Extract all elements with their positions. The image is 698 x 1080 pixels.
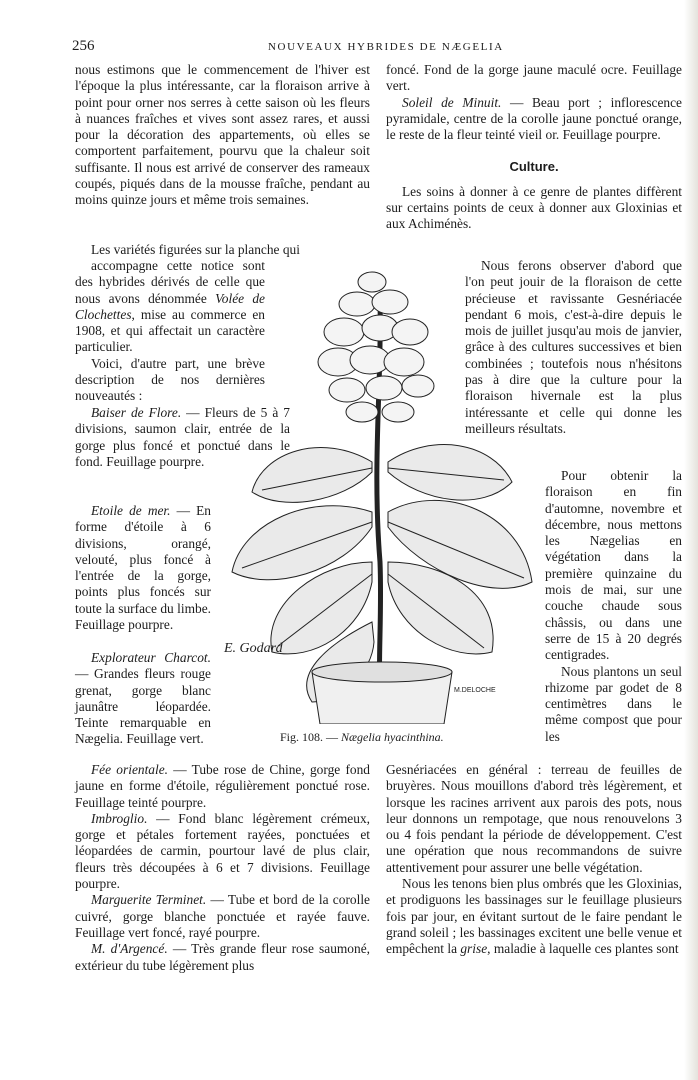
variety-entry	[75, 892, 370, 941]
left-column-bottom	[75, 762, 370, 974]
variety-name: Marguerite Terminet.	[91, 892, 207, 908]
variety-name: Baiser de Flore.	[91, 405, 182, 420]
variety-entry	[75, 811, 370, 892]
variety-text: — Très grande fleur rose saumoné, extérieur du tube légèrement plus	[75, 941, 370, 973]
right-column-bottom	[386, 762, 682, 958]
variety-name: Explorateur Charcot.	[91, 650, 211, 665]
paragraph: Nous plantons un seul rhizome par godet de 8 centimètres dans le même compost que pour les	[545, 663, 682, 744]
paragraph: Gesnériacées en général : terreau de feuilles de bruyères. Nous mouillons d'abord très légèrement, et lorsque les racines arrivent aux parois des pots, nous leur donnons un rempotage, que nous renouvelons 3 ou 4 fois pendant la période de développement. C'est une opération que nous recommandons de suivre attentivement pour assurer une belle végétation.	[386, 762, 682, 875]
left-wrap-first	[75, 242, 370, 258]
variety-name: Fée orientale.	[91, 762, 169, 777]
paragraph	[386, 876, 682, 957]
paragraph: Les variétés figurées sur la planche qui	[91, 242, 300, 257]
variety-entry	[386, 95, 682, 144]
text-run: accompagne cette notice sont des hybrides dérivés de celle que nous avons dénommée	[75, 258, 265, 306]
text-run: , maladie à laquelle ces plantes sont	[487, 941, 679, 957]
variety-entry	[75, 650, 211, 748]
variety-entry	[75, 941, 370, 974]
section-heading: Culture.	[509, 159, 559, 175]
caption-species: Nægelia hyacinthina.	[341, 730, 444, 744]
text-run: Nous les tenons bien plus ombrés que les Gloxinias, et prodiguons les bassinages sur le feuillage plusieurs fois par jour, en évitant surtout de le faire pendant le grand soleil ; les bassinages excitent une belle venue et empêchent la	[386, 876, 682, 957]
caption-label: Fig. 108. —	[280, 730, 342, 744]
right-column-top	[386, 62, 682, 242]
variety-name: Etoile de mer.	[91, 503, 171, 518]
variety-text: — Beau port ; inflorescence pyramidale, centre de la corolle jaune ponctué orange, le reste de la fleur teinté vieil or. Feuillage pourpre.	[386, 94, 682, 143]
left-variety-2	[75, 503, 211, 633]
paragraph: nous estimons que le commencement de l'hiver est l'époque la plus intéressante, car la floraison arrive à point pour orner nos serres à cette saison où les fleurs à nuances fraîches et vives sont assez rares, et aussi pour la décoration des appartements, où elles se comportent parfaitement, pourvu que la chaleur soit suffisante. Il nous est arrivé de conserver des rameaux coupés, piqués dans de la mousse fraîche, pendant au moins quinze jours et même trois semaines.	[75, 62, 370, 208]
variety-text: — Tube et bord de la corolle cuivré, gorge blanche ponctuée et rayée fauve. Feuillage vert foncé, rayé pourpre.	[75, 892, 370, 940]
text-run-italic: grise	[460, 941, 488, 957]
left-column-top	[75, 62, 370, 252]
paragraph: Voici, d'autre part, une brève description de nos dernières nouveautés :	[75, 355, 265, 404]
variety-text: — Tube rose de Chine, gorge fond jaune en forme d'étoile, régulièrement ponctué rose. Feuillage teinté pourpre.	[75, 762, 371, 810]
running-title: NOUVEAUX HYBRIDES DE NÆGELIA	[268, 41, 504, 53]
paragraph: Pour obtenir la floraison en fin d'automne, novembre et décembre, nous mettons les Nægelias en végétation dans la première quinzaine du mois de mai, sur une couche chaude sous châssis, ou dans une serre de 15 à 20 degrés centigrades.	[545, 468, 682, 663]
variety-name: Soleil de Minuit.	[402, 94, 502, 110]
variety-text: — En forme d'étoile à 6 divisions, orangé, velouté, plus foncé à l'entrée de la gorge, points plus foncés sur toute la surface du limbe. Feuillage pourpre.	[75, 503, 211, 633]
right-wrap-2	[545, 468, 682, 745]
figure-caption	[280, 730, 444, 745]
artist-signature: E. Godard	[224, 641, 283, 656]
variety-entry	[75, 762, 370, 811]
paragraph: foncé. Fond de la gorge jaune maculé ocre. Feuillage vert.	[386, 62, 682, 94]
variety-name: Imbroglio.	[91, 810, 148, 826]
variety-text: — Fleurs de 5 à 7 divisions, saumon clair, entrée de la gorge plus foncé et ponctué dans le fond. Feuillage pourpre.	[75, 405, 290, 469]
variety-text: — Grandes fleurs rouge grenat, gorge blanc jaunâtre léopardée. Teinte remarquable en Nægelia. Feuillage vert.	[75, 666, 211, 747]
variety-name: M. d'Argencé.	[91, 941, 168, 957]
variety-name: Volée de Clochettes	[75, 290, 265, 322]
page-number: 256	[72, 38, 95, 54]
variety-text: — Fond blanc légèrement crémeux, gorge et pétales fortement rayées, ponctuées et léopardées de carmin, pourtour lavé de plus clair, fleurs très découpées à 6 et 7 divisions. Feuillage pourpre.	[75, 810, 370, 892]
left-variety-3	[75, 650, 211, 748]
engraver-mark: M.DELOCHE	[454, 687, 496, 694]
naegelia-plant-illustration	[222, 262, 538, 724]
variety-entry	[75, 503, 211, 633]
page-edge-shadow	[684, 0, 698, 1080]
paragraph: Les soins à donner à ce genre de plantes diffèrent sur certains points de ceux à donner aux Gloxinias et aux Achiménès.	[386, 183, 682, 232]
paragraph: Nous ferons observer d'abord que l'on peut jouir de la floraison de cette précieuse et ravissante Gesnériacée pendant 6 mois, c'est-à-dire depuis le mois de juillet jusqu'au mois de janvier, grâce à des cultures successives et bien combinées ; toutefois nous n'hésitons pas à dire que la culture pour la floraison hivernale est la plus intéressante et celle qui donne les meilleurs résultats.	[465, 258, 682, 436]
text-run: , mise au commerce en 1908, et qui affectait un caractère particulier.	[75, 306, 265, 355]
